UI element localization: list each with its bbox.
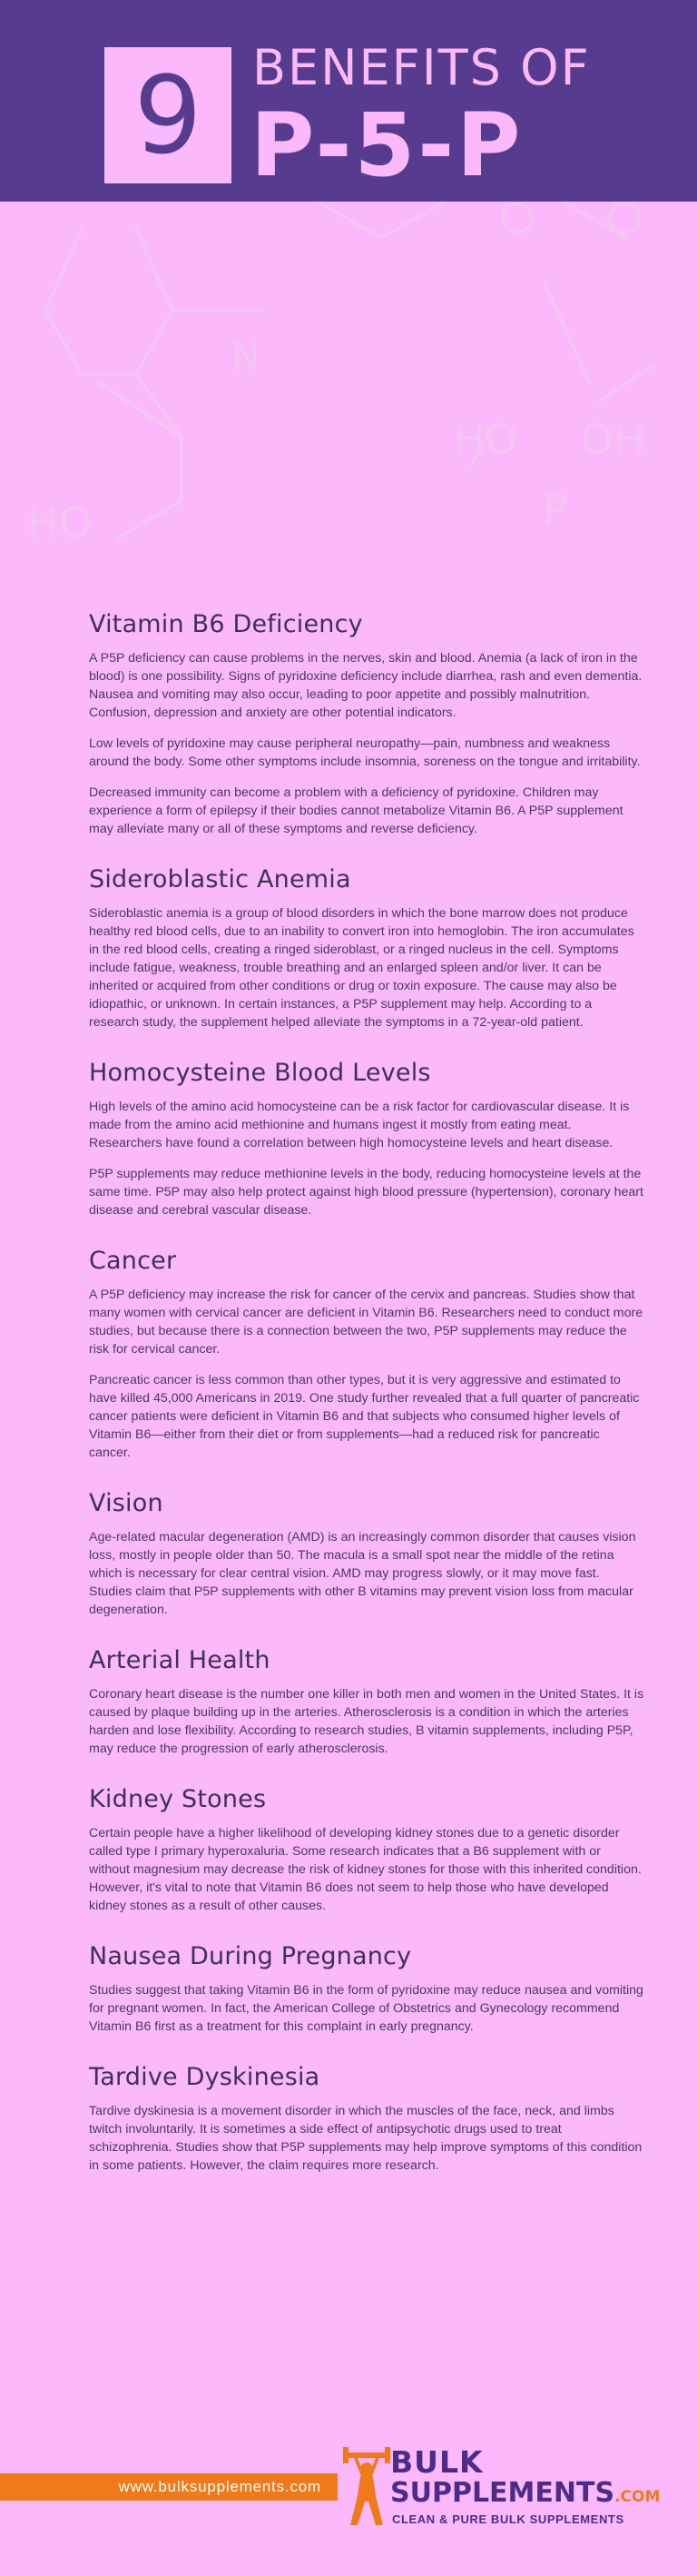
section-vision (89, 1489, 644, 1619)
section-heading: Vision (89, 1489, 163, 1517)
molecule-label-ho-left: HO (27, 498, 92, 548)
section-paragraph: Decreased immunity can become a problem with a deficiency of pyridoxine. Children may experience a form of epilepsy if their bodies cannot metabolize Vitamin B6. A P5P supplement may alleviate many or all of these symptoms and reverse deficiency. (89, 785, 623, 836)
benefit-count: 9 (133, 53, 202, 178)
section-paragraph: High levels of the amino acid homocysteine can be a risk factor for cardiovascular disease. It is made from the amino acid methionine and humans ingest it mostly from eating meat. Researchers have found a correlation between high homocysteine levels and heart disease. (89, 1100, 630, 1150)
section-nausea-during-pregnancy (89, 1942, 644, 2036)
benefit-count-box (104, 47, 231, 183)
logo-com-text: .COM (614, 2488, 661, 2506)
section-paragraph: A P5P deficiency can cause problems in the nerves, skin and blood. Anemia (a lack of iron in the blood) is one possibility. Signs of pyridoxine deficiency include diarrhea, rash and even dementia. Nausea and vomiting may also occur, leading to poor appetite and possibly malnutrition. Confusion, depression and anxiety are other potential indicators. (89, 651, 643, 720)
logo-supplements-word: SUPPLEMENTS (390, 2477, 615, 2509)
logo-tagline: CLEAN & PURE BULK SUPPLEMENTS (392, 2512, 624, 2526)
section-paragraph: Certain people have a higher likelihood of developing kidney stones due to a genetic disorder called type I primary hyperoxaluria. Some research indicates that a B6 supplement with or without magnesium may decrease the risk of kidney stones for those with this inherited condition. However, it's vital to note that Vitamin B6 does not seem to help those who have developed kidney stones as a result of other causes. (89, 1826, 642, 1913)
section-paragraph: Coronary heart disease is the number one killer in both men and women in the United States. It is caused by plaque building up in the arteries. Atherosclerosis is a condition in which the arteries harden and lose flexibility. According to research studies, B vitamin supplements, including P5P, may reduce the progression of early atherosclerosis. (89, 1687, 644, 1756)
section-tardive-dyskinesia (89, 2063, 644, 2175)
bulksupplements-logo[interactable] (343, 2444, 661, 2538)
logo-bulk-text: BULK (390, 2444, 484, 2480)
page-title: P-5-P (250, 94, 524, 196)
section-paragraph: Studies suggest that taking Vitamin B6 in the form of pyridoxine may reduce nausea and vomiting for pregnant women. In fact, the American College of Obstetrics and Gynecology recommend Vitamin B6 first as a treatment for this complaint in early pregnancy. (89, 1983, 643, 2034)
header-banner (0, 0, 697, 202)
website-url-link[interactable]: www.bulksupplements.com (118, 2478, 321, 2495)
section-kidney-stones (89, 1785, 644, 1915)
weightlifter-icon (343, 2447, 390, 2527)
section-heading: Nausea During Pregnancy (89, 1942, 412, 1970)
title-subheading: BENEFITS OF (252, 39, 591, 96)
section-vitamin-b6-deficiency (89, 610, 644, 838)
logo-supplements-text (390, 2477, 661, 2509)
section-paragraph: Pancreatic cancer is less common than other types, but it is very aggressive and estimated to have killed 45,000 Americans in 2019. One study further revealed that a full quarter of pancreatic cancer patients were deficient in Vitamin B6 and that subjects who consumed higher levels of Vitamin B6—either from their diet or from supplements—had a reduced risk for pancreatic cancer. (89, 1373, 640, 1460)
section-sideroblastic-anemia (89, 865, 644, 1031)
section-paragraph: Low levels of pyridoxine may cause peripheral neuropathy—pain, numbness and weakness around the body. Some other symptoms include insomnia, soreness on the tongue and irritability. (89, 736, 641, 769)
section-paragraph: P5P supplements may reduce methionine levels in the body, reducing homocysteine levels at the same time. P5P may also help protect against high blood pressure (hypertension), coronary heart disease and cerebral vascular disease. (89, 1167, 643, 1218)
section-arterial-health (89, 1646, 644, 1758)
molecule-label-p: P (543, 485, 568, 534)
section-heading: Vitamin B6 Deficiency (89, 610, 363, 638)
molecule-label-oh: OH (581, 415, 645, 464)
section-homocysteine-blood-levels (89, 1059, 644, 1219)
section-paragraph: Age-related macular degeneration (AMD) is an increasingly common disorder that causes vision loss, mostly in people older than 50. The macula is a small spot near the middle of the retina which is necessary for clear central vision. AMD may progress slowly, or it may move fast. Studies claim that P5P supplements with other B vitamins may prevent vision loss from macular degeneration. (89, 1530, 636, 1617)
molecule-label-n: N (231, 334, 260, 379)
section-heading: Cancer (89, 1247, 177, 1275)
molecule-label-ho-right: HO (454, 415, 518, 464)
website-url-bar[interactable] (0, 2473, 338, 2501)
benefits-list (89, 610, 644, 2202)
section-paragraph: Sideroblastic anemia is a group of blood disorders in which the bone marrow does not produce healthy red blood cells, due to an inability to convert iron into hemoglobin. The iron accumulates in the red blood cells, creating a ringed sideroblast, or a ringed nucleus in the cell. Symptoms include fatigue, weakness, trouble breathing and an enlarged spleen and/or liver. It can be inherited or acquired from other conditions or drug or toxin exposure. The cause may also be idiopathic, or unknown. In certain instances, a P5P supplement may help. According to a research study, the supplement helped alleviate the symptoms in a 72-year-old patient. (89, 906, 634, 1030)
molecule-structure-illustration (0, 202, 697, 592)
section-heading: Homocysteine Blood Levels (89, 1059, 431, 1087)
section-cancer (89, 1247, 644, 1462)
section-paragraph: A P5P deficiency may increase the risk for cancer of the cervix and pancreas. Studies show that many women with cervical cancer are deficient in Vitamin B6. Researchers need to conduct more studies, but because there is a connection between the two, P5P supplements may reduce the risk for cervical cancer. (89, 1288, 643, 1357)
section-heading: Sideroblastic Anemia (89, 865, 351, 893)
section-heading: Tardive Dyskinesia (89, 2063, 320, 2091)
section-heading: Arterial Health (89, 1646, 270, 1674)
section-paragraph: Tardive dyskinesia is a movement disorder in which the muscles of the face, neck, and limbs twitch involuntarily. It is sometimes a side effect of antipsychotic drugs used to treat schizophrenia. Studies show that P5P supplements may help improve symptoms of this condition in some patients. However, the claim requires more research. (89, 2104, 643, 2173)
section-heading: Kidney Stones (89, 1785, 267, 1813)
